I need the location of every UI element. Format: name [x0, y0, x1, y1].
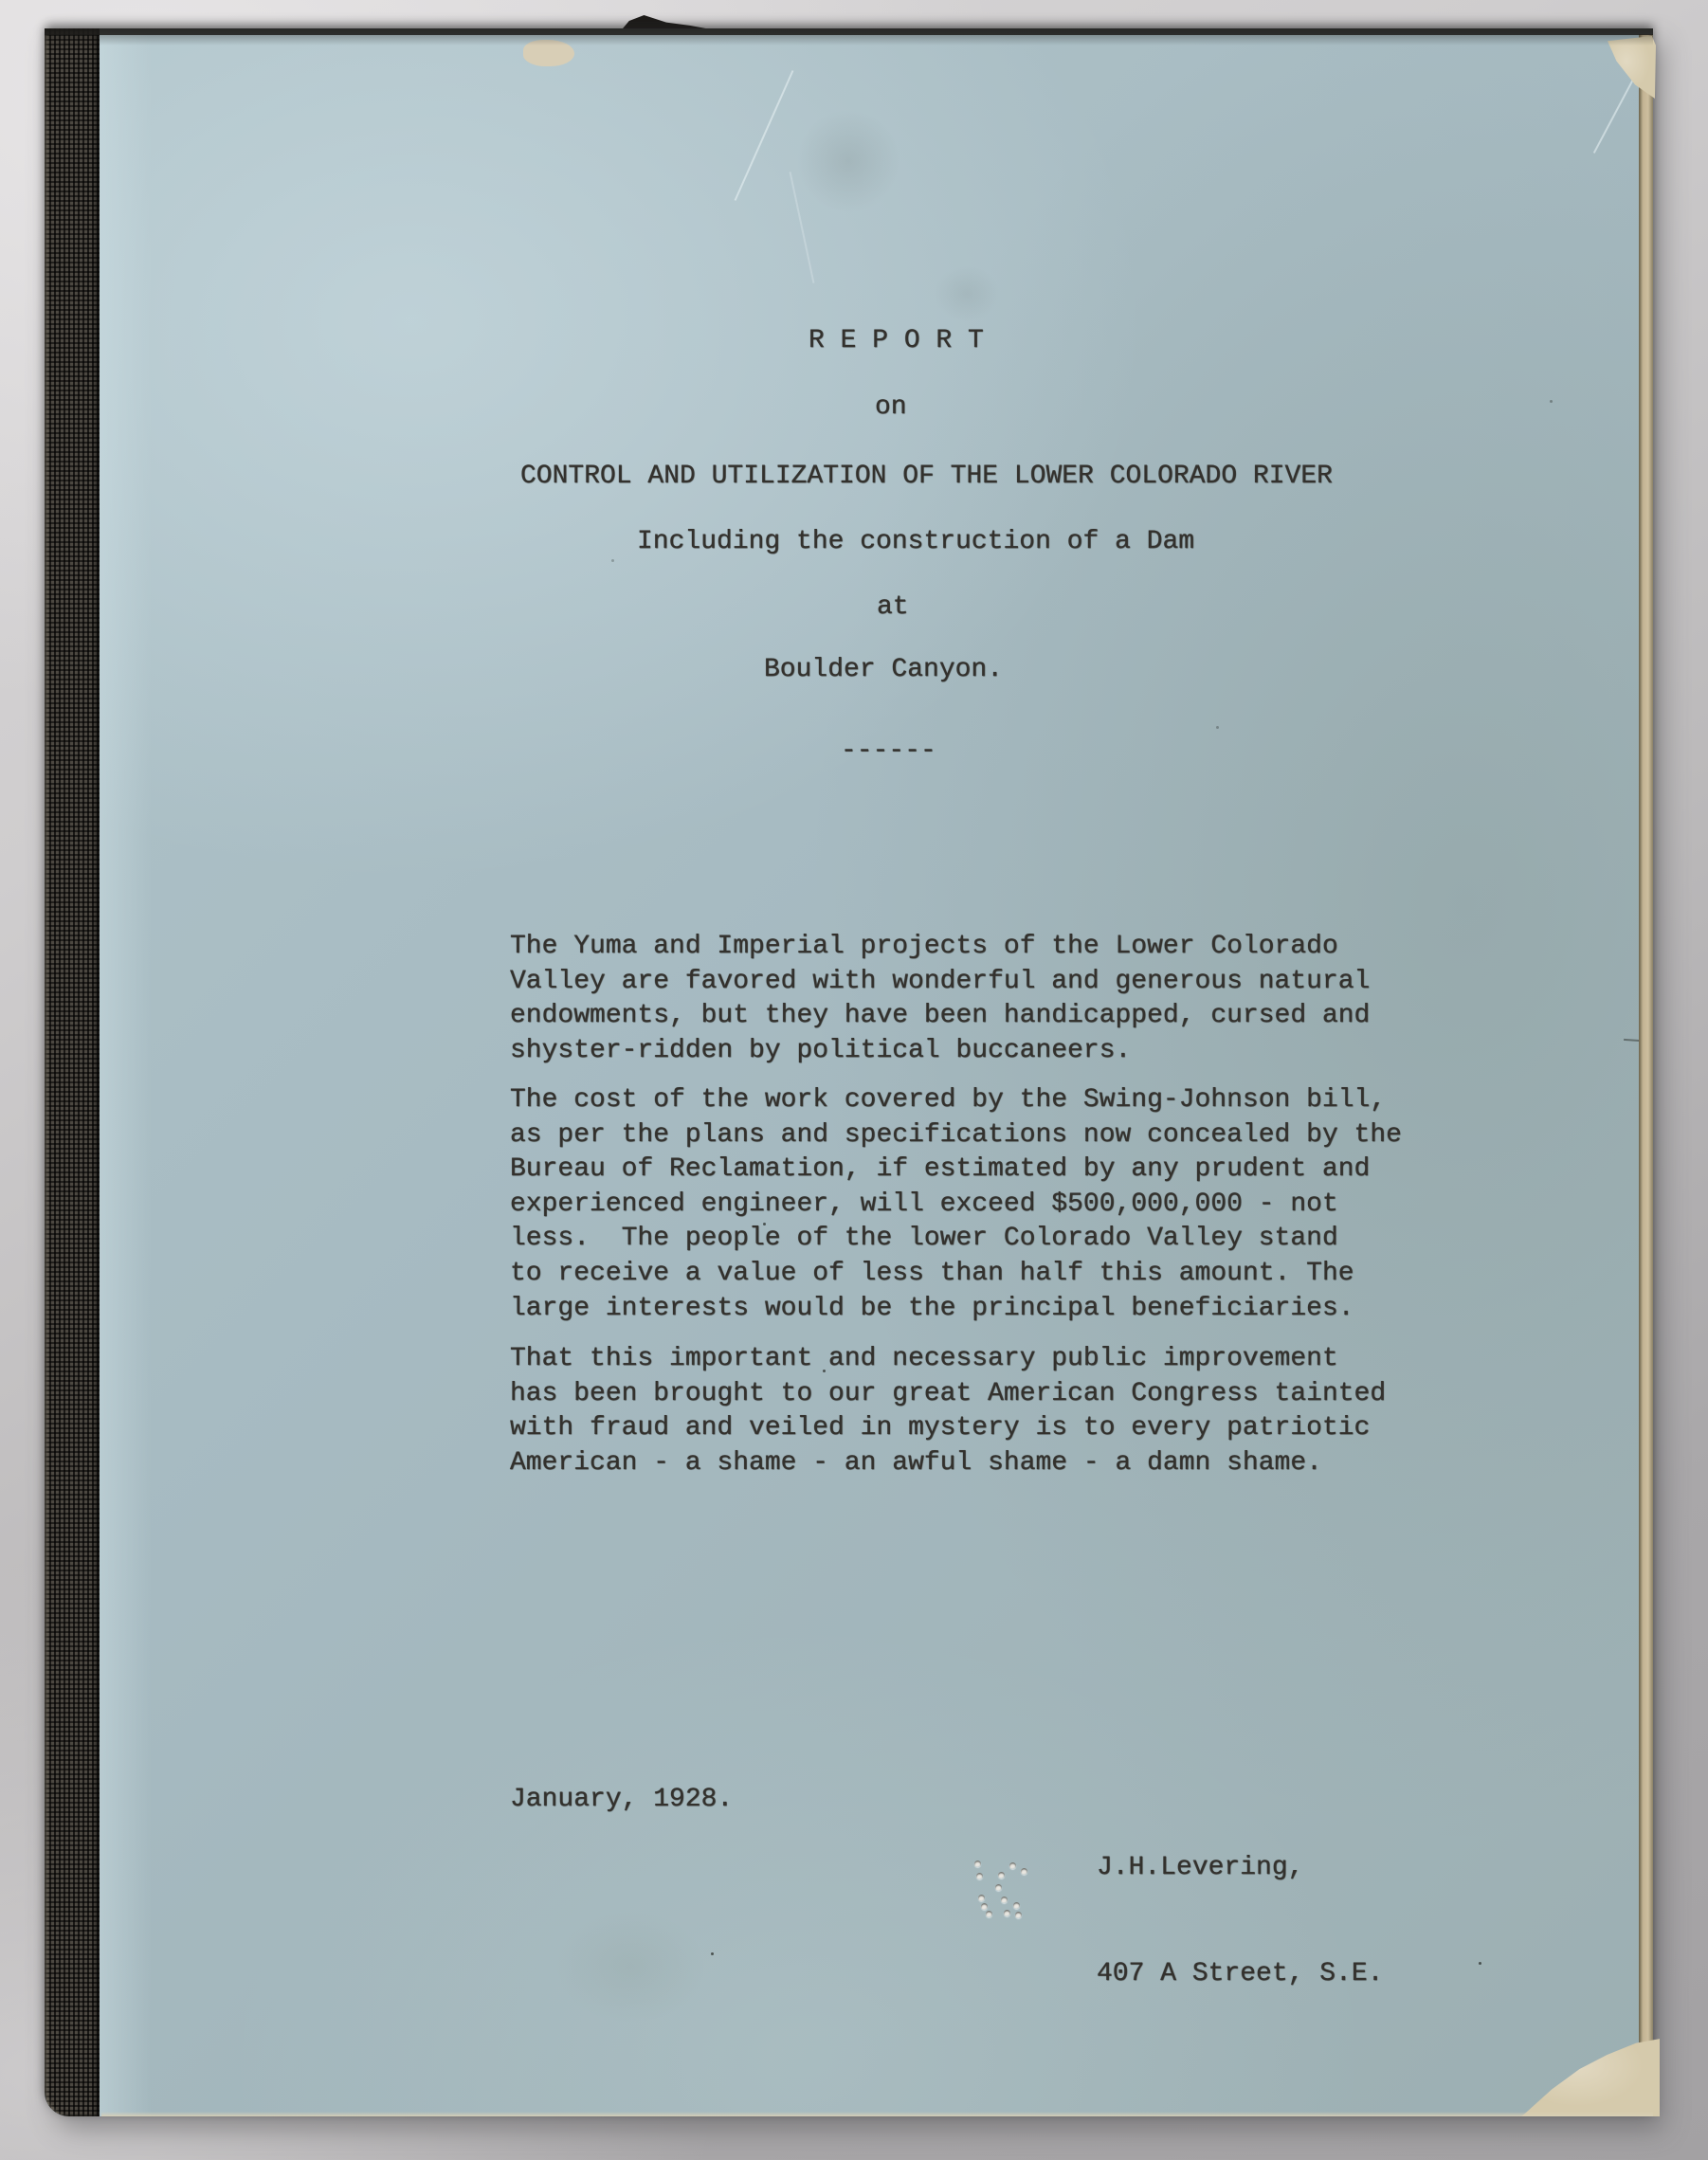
text-line: less. The people of the lower Colorado Valley stand: [510, 1224, 1338, 1254]
paper-speck: [1479, 1962, 1481, 1965]
bottom-paper-edge: [101, 2112, 1653, 2116]
title-location: Boulder Canyon.: [764, 655, 1004, 684]
paper-speck: [1550, 400, 1553, 403]
text-line: endowments, but they have been handicapped, cursed and: [510, 1001, 1371, 1031]
smudge-stain: [554, 1910, 706, 2024]
footer-date: January, 1928.: [510, 1785, 734, 1814]
text-line: Valley are favored with wonderful and generous natural: [510, 966, 1371, 996]
binding-strip: [45, 28, 100, 2116]
perforation-hole: [995, 1884, 1002, 1891]
top-shade: [45, 28, 1653, 45]
paragraph-3: [510, 1342, 1386, 1480]
perforation-hole: [1001, 1897, 1008, 1903]
text-line: experienced engineer, will exceed $500,000,000 - not: [510, 1189, 1338, 1219]
text-line: The cost of the work covered by the Swing-Johnson bill,: [510, 1085, 1387, 1115]
perforation-hole: [1015, 1912, 1022, 1918]
blue-paper: [100, 28, 1653, 2116]
text-line: with fraud and veiled in mystery is to every patriotic: [510, 1413, 1371, 1443]
text-line: American - a shame - an awful shame - a damn shame.: [510, 1447, 1322, 1478]
text-line: Bureau of Reclamation, if estimated by any prudent and: [510, 1154, 1371, 1185]
perforation-hole: [1021, 1868, 1027, 1875]
text-line: That this important and necessary public improvement: [510, 1344, 1338, 1373]
smudge-stain: [934, 265, 1000, 322]
title-subtitle: Including the construction of a Dam: [637, 527, 1195, 556]
lc-perforation-stamp: [970, 1853, 1030, 1919]
divider-dashes: ------: [841, 736, 936, 766]
perforation-hole: [981, 1903, 988, 1910]
paragraph-1: [510, 930, 1370, 1068]
footer-author-block: [1097, 1780, 1383, 2062]
paper-speck: [611, 559, 614, 562]
paragraph-2: [510, 1083, 1402, 1326]
perforation-hole: [976, 1873, 983, 1879]
text-line: as per the plans and specifications now concealed by the: [510, 1119, 1402, 1150]
paper-crease: [1593, 73, 1637, 154]
paper-speck: [1216, 726, 1219, 729]
footer-address: 407 A Street, S.E.: [1097, 1959, 1384, 1988]
text-line: shyster-ridden by political buccaneers.: [510, 1035, 1132, 1065]
paper-crease: [735, 70, 794, 201]
text-line: has been brought to our great American Congress tainted: [510, 1378, 1387, 1408]
title-report: R E P O R T: [809, 326, 984, 355]
perforation-hole: [998, 1872, 1005, 1879]
perforation-hole: [1013, 1902, 1020, 1909]
perforation-hole: [1004, 1910, 1010, 1916]
perforation-hole: [978, 1895, 985, 1901]
perforation-hole: [986, 1911, 992, 1917]
title-at: at: [877, 592, 909, 622]
perforation-hole: [1009, 1862, 1016, 1869]
text-line: The Yuma and Imperial projects of the Lower Colorado: [510, 932, 1338, 961]
paper-speck: [711, 1952, 714, 1955]
smudge-stain: [796, 109, 900, 213]
text-line: to receive a value of less than half this amount. The: [510, 1258, 1354, 1288]
report-cover: [45, 28, 1653, 2116]
title-on: on: [875, 392, 907, 422]
page-edge-strip: [1639, 34, 1653, 2116]
title-main: CONTROL AND UTILIZATION OF THE LOWER COLORADO RIVER: [520, 462, 1333, 491]
footer-author: J.H.Levering,: [1097, 1853, 1304, 1882]
text-line: large interests would be the principal beneficiaries.: [510, 1293, 1354, 1323]
perforation-hole: [974, 1861, 981, 1867]
